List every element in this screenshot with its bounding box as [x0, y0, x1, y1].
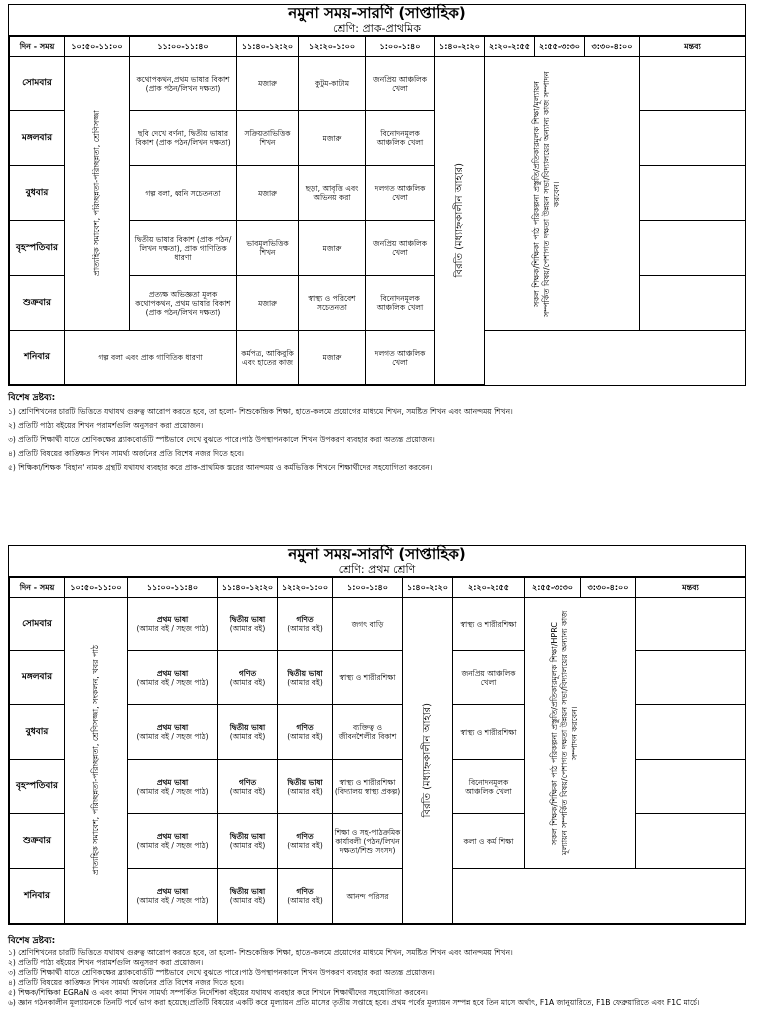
day-cell: মঙ্গলবার	[10, 111, 65, 166]
note-item: ২) প্রতিটি পাঠ্য বইয়ের শিখন পরামর্শগুলি অনুসরণ করা প্রয়োজন।	[8, 958, 204, 967]
activity-cell: কথোপকথন,প্রথম ভাষার বিকাশ (প্রাক পঠন/লিখন দক্ষতা)	[130, 57, 237, 111]
subject-book: (আমার বই)	[287, 786, 323, 796]
header-cell: ১:০০-১:৪০	[333, 578, 403, 598]
header-row	[10, 37, 746, 57]
remarks-cell	[636, 651, 746, 705]
subject-book: (আমার বই)	[287, 624, 323, 633]
subject-cell	[218, 814, 278, 869]
activity-cell: দলগত আঞ্চলিক খেলা	[366, 331, 435, 385]
activity-cell: দ্বিতীয় ভাষার বিকাশ (প্রাক পঠন/লিখন দক্ষতা), প্রাক গাণিতিক ধারণা	[130, 221, 237, 276]
table-row	[10, 598, 746, 651]
schedule-title-block	[9, 5, 745, 36]
subject-book: (আমার বই / সহজ পাঠ)	[136, 624, 209, 633]
subject-name: দ্বিতীয় ভাষা	[229, 887, 266, 896]
subject-name: গণিত	[238, 777, 257, 787]
day-cell: মঙ্গলবার	[10, 651, 65, 705]
activity-cell: স্বাস্থ্য ও শারীরশিক্ষা	[453, 598, 525, 651]
subject-book: (আমার বই)	[287, 841, 323, 850]
header-cell: ১০:৫০-১১:০০	[65, 578, 128, 598]
subject-cell	[218, 651, 278, 705]
subject-book: (আমার বই / সহজ পাঠ)	[136, 841, 209, 850]
header-cell: ১২:২০-১:০০	[299, 37, 366, 57]
remarks-cell	[640, 221, 746, 276]
subject-cell	[128, 705, 218, 760]
activity-cell: জনপ্রিয় আঞ্চলিক খেলা	[366, 57, 435, 111]
activity-cell: দলগত আঞ্চলিক খেলা	[366, 166, 435, 221]
notes-section	[8, 394, 760, 477]
activity-cell: প্রত্যক্ষ অভিজ্ঞতা মূলক কথোপকথন, প্রথম ভাষার বিকাশ (প্রাক পঠন/লিখন দক্ষতা)	[130, 276, 237, 331]
remarks-cell	[636, 760, 746, 814]
subject-cell	[278, 705, 333, 760]
subject-cell	[128, 869, 218, 924]
header-cell: ১১:৪০-১২:২০	[218, 578, 278, 598]
day-cell: সোমবার	[10, 598, 65, 651]
subject-cell	[218, 705, 278, 760]
notes-title: বিশেষ দ্রষ্টব্য:	[8, 936, 56, 946]
subject-name: দ্বিতীয় ভাষা	[229, 832, 266, 841]
schedule-table	[9, 36, 746, 385]
remarks-cell	[640, 276, 746, 331]
activity-cell: মজারু	[237, 57, 299, 111]
subject-book: (আমার বই)	[229, 677, 266, 687]
subject-name: প্রথম ভাষা	[156, 615, 189, 624]
activity-cell: ছবি দেখে বর্ণনা, দ্বিতীয় ভাষার বিকাশ (প্রাক পঠন/লিখন দক্ষতা)	[130, 111, 237, 166]
activity-cell: স্বাস্থ্য ও শারীরশিক্ষা	[333, 651, 403, 705]
break-cell	[403, 598, 453, 924]
activity-cell: বিনোদনমূলক আঞ্চলিক খেলা	[453, 760, 525, 814]
note-item: ১) শ্রেণিশিখনের চারটি ভিত্তিতে যথাযথ গুরুত্ব আরোপ করতে হবে, তা হলো- শিশুকেন্দ্রিক শিক্ষা, হাতে-কলমে প্রয়োগের মাধ্যমে শিখন, সমষ্টিত শিখন এবং আনন্দময় শিখন।	[8, 407, 513, 416]
activity-cell: আনন্দ পরিসর	[333, 869, 403, 924]
activity-cell: মজারু	[237, 276, 299, 331]
subject-cell	[218, 598, 278, 651]
activity-cell: গল্প বলা, ধ্বনি সচেতনতা	[130, 166, 237, 221]
header-cell: ১১:০০-১১:৪০	[130, 37, 237, 57]
activity-cell: স্বাস্থ্য ও পরিবেশ সচেতনতা	[299, 276, 366, 331]
header-cell: মন্তব্য	[640, 37, 746, 57]
activity-cell: ভাবমূলভিত্তিক শিখন	[237, 221, 299, 276]
teacher-note-cell	[525, 598, 636, 869]
schedule-subtitle: শ্রেণি: প্রাক-প্রাথমিক	[332, 22, 421, 35]
day-cell: বৃহস্পতিবার	[10, 760, 65, 814]
header-cell: ১১:০০-১১:৪০	[128, 578, 218, 598]
activity-cell: জনপ্রিয় আঞ্চলিক খেলা	[366, 221, 435, 276]
activity-cell: শিক্ষা ও সহ-পাঠক্রমিক কার্যাবলী (পঠন/লিখন দক্ষতা/শিশু সংসদ)	[333, 814, 403, 869]
activity-cell: গল্প বলা এবং প্রাক গাণিতিক ধারণা	[65, 331, 237, 385]
subject-cell	[218, 760, 278, 814]
subject-book: (আমার বই)	[287, 896, 323, 905]
header-cell: ১২:২০-১:০০	[278, 578, 333, 598]
activity-cell: মজারু	[299, 331, 366, 385]
header-cell: ২:২০-২:৫৫	[485, 37, 535, 57]
note-item: ৬) জ্ঞান গঠনকালীন মূল্যায়নকে তিনটি পর্বে ভাগ করা হয়েছে।প্রতিটি বিষয়ের একটি করে মূল্যায়ন প্রতি মাসের তৃতীয় সপ্তাহে হবে। প্রথম পর্বের মূল্যায়ন সম্পন্ন হবে তিন মাসে অর্থাৎ, F1A জানুয়ারিতে, F1B ফেব্রুয়ারিতে এবং F1C মার্চে।	[8, 998, 700, 1007]
header-cell: দিন - সময়	[10, 578, 65, 598]
header-cell: ১:০০-১:৪০	[366, 37, 435, 57]
schedule-title-block	[9, 546, 745, 577]
teacher-note-cell	[485, 57, 640, 331]
note-item: ৩) প্রতিটি শিক্ষার্থী যাতে শ্রেণিকক্ষের ব্ল্যাকবোর্ডটি স্পষ্টভাবে দেখে বুঝতে পারে।পাঠ উপস্থাপনকালে শিখন উপকরণ ব্যবহার করা অত্যন্ত প্রয়োজন।	[8, 435, 435, 444]
header-cell: ২:৫৫-৩:৩০	[525, 578, 581, 598]
teacher-note-label: সকল শিক্ষক/শিক্ষিকা পাঠ পরিকল্পনা প্রস্তুতি/প্রতিকারমূলক শিক্ষা/মূল্যায়ন সম্পর্কিত বিষয়/পেশাগত দক্ষতা উন্নয়ন সভা/বিদ্যালয়ের অন্যান্য কাজ সম্পাদন করবেন।	[532, 70, 561, 317]
table-row	[10, 57, 746, 111]
notes-title: বিশেষ দ্রষ্টব্য:	[8, 393, 56, 403]
header-cell: ১১:৪০-১২:২০	[237, 37, 299, 57]
header-cell: ১০:৫০-১১:০০	[65, 37, 130, 57]
day-cell: শনিবার	[10, 331, 65, 385]
subject-book: (আমার বই)	[229, 732, 266, 741]
activity-cell: কর্মপত্র, আকিবুকি এবং হাতের কাজ	[237, 331, 299, 385]
subject-name: প্রথম ভাষা	[156, 777, 189, 787]
schedule-pre-primary	[8, 4, 746, 386]
activity-cell: মজারু	[299, 221, 366, 276]
subject-book: (আমার বই)	[229, 841, 266, 850]
schedule-table	[9, 577, 746, 924]
break-cell	[435, 57, 485, 385]
subject-name: গণিত	[238, 668, 257, 678]
note-item: ৪) প্রতিটি বিষয়ের কাঙ্ক্ষিত শিখন সামর্থ্য অর্জনের প্রতি বিশেষ নজর দিতে হবে।	[8, 449, 244, 458]
subject-cell	[278, 760, 333, 814]
note-item: ৫) শিক্ষিকা/শিক্ষক 'বিহান' নামক গ্রন্থটি যথাযথ ব্যবহার করে প্রাক-প্রাথমিক স্তরের আনন্দময় ও কর্মভিত্তিক শিখনে শিক্ষার্থীদের সহযোগিতা করবেন।	[8, 463, 433, 472]
day-cell: শনিবার	[10, 869, 65, 924]
header-cell: ৩:৩০-৪:০০	[581, 578, 636, 598]
subject-name: প্রথম ভাষা	[156, 887, 189, 896]
table-row	[10, 331, 746, 385]
subject-cell	[218, 869, 278, 924]
day-cell: বৃহস্পতিবার	[10, 221, 65, 276]
note-item: ৪) প্রতিটি বিষয়ের কাঙ্ক্ষিত শিখন সামর্থ্য অর্জনের প্রতি বিশেষ নজর দিতে হবে।	[8, 978, 244, 987]
activity-cell: স্বাস্থ্য ও শারীরশিক্ষা (বিদ্যালয় স্বাস্থ্য প্রকল্প)	[333, 760, 403, 814]
header-cell: মন্তব্য	[636, 578, 746, 598]
subject-name: দ্বিতীয় ভাষা	[287, 668, 323, 678]
header-cell: ২:২০-২:৫৫	[453, 578, 525, 598]
schedule-class-one	[8, 545, 746, 925]
remarks-cell	[640, 57, 746, 111]
day-cell: শুক্রবার	[10, 276, 65, 331]
assembly-label: প্রাত্যহিক সমাবেশ, পরিচ্ছন্নতা-পরিচ্ছন্নতা, শ্রেণিসজ্জা	[92, 110, 101, 277]
note-item: ২) প্রতিটি পাঠ্য বইয়ের শিখন পরামর্শগুলি অনুসরণ করা প্রয়োজন।	[8, 421, 204, 430]
activity-cell: স্বাস্থ্য ও শারীরশিক্ষা	[453, 705, 525, 760]
subject-book: (আমার বই / সহজ পাঠ)	[136, 896, 209, 905]
subject-book: (আমার বই)	[287, 677, 323, 687]
activity-cell: কুটুম-কাটাম	[299, 57, 366, 111]
break-label: বিরতি (মধ্যাহ্নকালীন আহার)	[453, 163, 465, 278]
activity-cell: কলা ও কর্ম শিক্ষা	[453, 814, 525, 869]
empty-cell	[453, 869, 746, 924]
subject-name: গণিত	[296, 832, 314, 841]
subject-book: (আমার বই / সহজ পাঠ)	[136, 677, 209, 687]
subject-book: (আমার বই / সহজ পাঠ)	[136, 786, 209, 796]
remarks-cell	[640, 111, 746, 166]
schedule-title: নমুনা সময়-সারণি (সাপ্তাহিক)	[288, 4, 466, 22]
remarks-cell	[636, 814, 746, 869]
activity-cell: মজারু	[299, 111, 366, 166]
subject-cell	[128, 814, 218, 869]
activity-cell: ব্যক্তিত্ব ও জীবনশৈলীর বিকাশ	[333, 705, 403, 760]
subject-cell	[278, 651, 333, 705]
subject-cell	[128, 598, 218, 651]
subject-name: প্রথম ভাষা	[156, 832, 189, 841]
subject-name: দ্বিতীয় ভাষা	[229, 615, 266, 624]
activity-cell: মজারু	[237, 166, 299, 221]
activity-cell: জগৎ বাড়ি	[333, 598, 403, 651]
subject-cell	[128, 760, 218, 814]
remarks-cell	[640, 166, 746, 221]
remarks-cell	[636, 598, 746, 651]
note-item: ৩) প্রতিটি শিক্ষার্থী যাতে শ্রেণিকক্ষের ব্ল্যাকবোর্ডটি স্পষ্টভাবে দেখে বুঝতে পারে।পাঠ উপস্থাপনকালে শিখন উপকরণ ব্যবহার করা অত্যন্ত প্রয়োজন।	[8, 968, 435, 977]
header-cell: ১:৪০-২:২০	[435, 37, 485, 57]
header-cell: ২:৫৫-৩:৩০	[535, 37, 585, 57]
header-cell: দিন - সময়	[10, 37, 65, 57]
subject-book: (আমার বই)	[229, 624, 266, 633]
assembly-cell	[65, 598, 128, 924]
subject-book: (আমার বই)	[287, 732, 323, 741]
activity-cell: বিনোদনমূলক আঞ্চলিক খেলা	[366, 111, 435, 166]
header-cell: ৩:৩০-৪:০০	[585, 37, 640, 57]
teacher-note-label: সকল শিক্ষক/শিক্ষিকা পাঠ পরিকল্পনা প্রস্তুতি/প্রতিকারমূলক শিক্ষা/HPRC মূল্যায়ন সম্পর্কিত বিষয়/পেশাগত দক্ষতা উন্নয়ন সভা/বিদ্যালয়ের অন্যান্য কাজ সম্পাদন করবেন।	[550, 610, 579, 856]
subject-cell	[278, 814, 333, 869]
subject-name: গণিত	[296, 615, 314, 624]
activity-cell: জনপ্রিয় আঞ্চলিক খেলা	[453, 651, 525, 705]
day-cell: বুধবার	[10, 166, 65, 221]
day-cell: শুক্রবার	[10, 814, 65, 869]
assembly-label: প্রাত্যহিক সমাবেশ, পরিচ্ছন্নতা-পরিচ্ছন্নতা, শ্রেণিসজ্জা, সংকলন, খবর পাঠ	[91, 645, 100, 876]
subject-name: গণিত	[296, 887, 314, 896]
break-label: বিরতি (মধ্যাহ্নকালীন আহার)	[421, 703, 433, 818]
subject-book: (আমার বই)	[229, 786, 266, 796]
header-cell: ১:৪০-২:২০	[403, 578, 453, 598]
note-item: ৫) শিক্ষক/শিক্ষিকা EGRaN ও এবং কামা শিখন সামর্থ্য সম্পর্কিত নির্দেশিকা বইয়ের যথাযথ ব্যবহার করে শিখনে শিক্ষার্থীদের সহযোগিতা করবেন।	[8, 988, 428, 997]
subject-cell	[278, 598, 333, 651]
subject-name: দ্বিতীয় ভাষা	[287, 777, 323, 787]
note-item: ১) শ্রেণিশিখনের চারটি ভিত্তিতে যথাযথ গুরুত্ব আরোপ করতে হবে, তা হলো- শিশুকেন্দ্রিক শিক্ষা, হাতে-কলমে প্রয়োগের মাধ্যমে শিখন, সমষ্টিত শিখন এবং আনন্দময় শিখন।	[8, 948, 513, 957]
subject-cell	[278, 869, 333, 924]
subject-book: (আমার বই)	[229, 896, 266, 905]
subject-book: (আমার বই / সহজ পাঠ)	[136, 732, 209, 741]
activity-cell: বিনোদনমূলক আঞ্চলিক খেলা	[366, 276, 435, 331]
subject-name: দ্বিতীয় ভাষা	[229, 723, 266, 732]
empty-cell	[485, 331, 746, 385]
assembly-cell	[65, 57, 130, 331]
schedule-title: নমুনা সময়-সারণি (সাপ্তাহিক)	[288, 545, 466, 563]
subject-cell	[128, 651, 218, 705]
day-cell: সোমবার	[10, 57, 65, 111]
schedule-subtitle: শ্রেণি: প্রথম শ্রেণি	[338, 563, 416, 576]
subject-name: গণিত	[296, 723, 314, 732]
activity-cell: সক্রিয়তাভিত্তিক শিখন	[237, 111, 299, 166]
subject-name: প্রথম ভাষা	[156, 668, 189, 678]
remarks-cell	[636, 705, 746, 760]
activity-cell: ছড়া, আবৃত্তি এবং অভিনয় করা	[299, 166, 366, 221]
header-row	[10, 578, 746, 598]
subject-name: প্রথম ভাষা	[156, 723, 189, 732]
notes-section	[8, 937, 760, 1008]
day-cell: বুধবার	[10, 705, 65, 760]
